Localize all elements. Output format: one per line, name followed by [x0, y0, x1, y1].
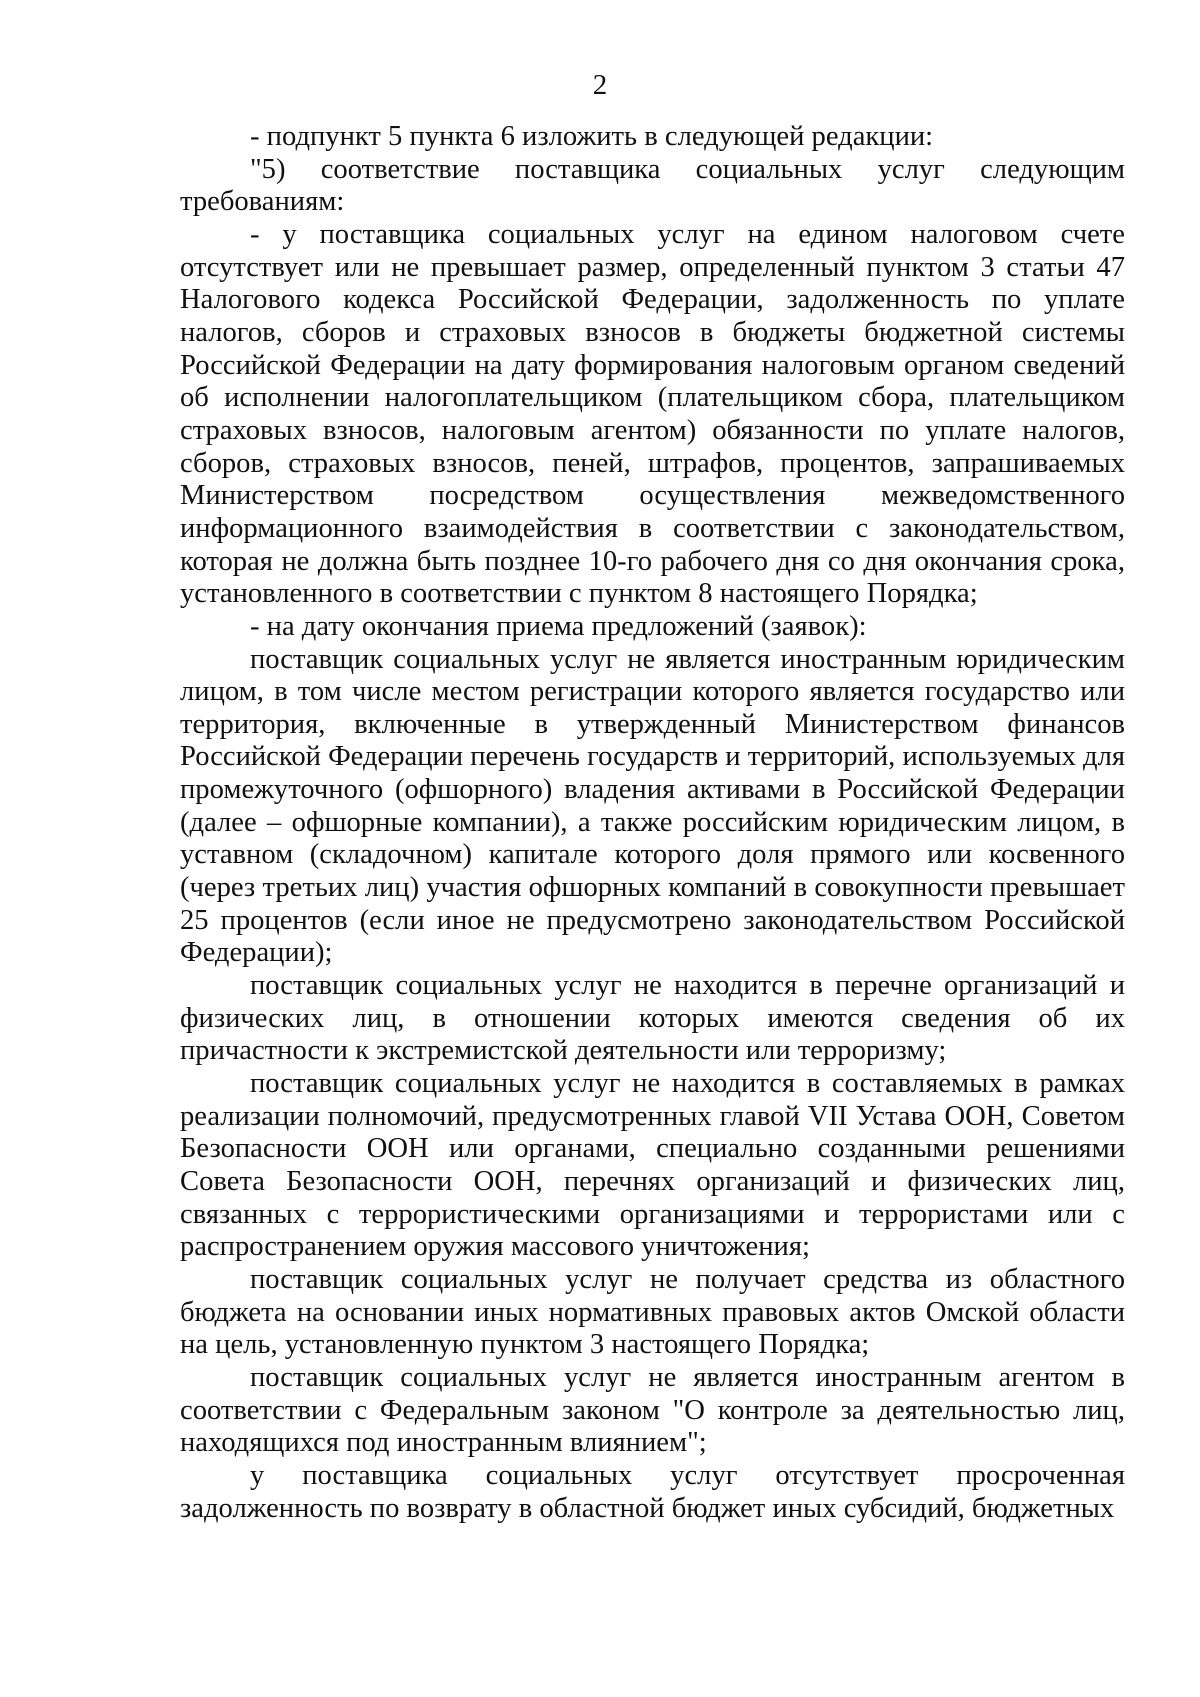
paragraph-regional-funds: поставщик социальных услуг не получает средства из областного бюджета на основании иных нормативных правовых актов Омской области на цель, установленную пунктом 3 настоящего Порядка;: [180, 1263, 1125, 1361]
paragraph-offshore: поставщик социальных услуг не является иностранным юридическим лицом, в том числе местом регистрации которого является государство или территория, включенные в утвержденный Министерством финансов Российской Федерации перечень государств и территорий, используемых для промежуточного (офшорного) владения активами в Российской Федерации (далее – офшорные компании), а также российским юридическим лицом, в уставном (складочном) капитале которого доля прямого или косвенного (через третьих лиц) участия офшорных компаний в совокупности превышает 25 процентов (если иное не предусмотрено законодательством Российской Федерации);: [180, 643, 1125, 969]
paragraph-item-5: "5) соответствие поставщика социальных услуг следующим требованиям:: [180, 153, 1125, 218]
paragraph-un-lists: поставщик социальных услуг не находится в составляемых в рамках реализации полномочий, предусмотренных главой VII Устава ООН, Советом Безопасности ООН или органами, специально созданными решениями Совета Безопасности ООН, перечнях организаций и физических лиц, связанных с террористическими организациями и террористами или с распространением оружия массового уничтожения;: [180, 1068, 1125, 1263]
paragraph-application-date: - на дату окончания приема предложений (заявок):: [250, 610, 867, 642]
paragraph-extremism-list: поставщик социальных услуг не находится в перечне организаций и физических лиц, в отношении которых имеются сведения об их причастности к экстремистской деятельности или терроризму;: [180, 970, 1125, 1067]
paragraph-overdue-debt: у поставщика социальных услуг отсутствует просроченная задолженность по возврату в областной бюджет иных субсидий, бюджетных: [180, 1459, 1125, 1524]
paragraph-tax-debt: - у поставщика социальных услуг на едином налоговом счете отсутствует или не превышает размер, определенный пунктом 3 статьи 47 Налогового кодекса Российской Федерации, задолженность по уплате налогов, сборов и страховых взносов в бюджеты бюджетной системы Российской Федерации на дату формирования налоговым органом сведений об исполнении налогоплательщиком (плательщиком сбора, плательщиком страховых взносов, налоговым агентом) обязанности по уплате налогов, сборов, страховых взносов, пеней, штрафов, процентов, запрашиваемых Министерством посредством осуществления межведомственного информационного взаимодействия в соответствии с законодательством, которая не должна быть позднее 10-го рабочего дня со дня окончания срока, установленного в соответствии с пунктом 8 настоящего Порядка;: [180, 218, 1125, 610]
document-body: [180, 121, 1125, 1525]
paragraph-amendment-intro: - подпункт 5 пункта 6 изложить в следующей редакции:: [250, 121, 934, 152]
paragraph-foreign-agent: поставщик социальных услуг не является иностранным агентом в соответствии с Федеральным законом "О контроле за деятельностью лиц, находящихся под иностранным влиянием";: [180, 1361, 1125, 1459]
page-number: 2: [592, 69, 608, 101]
